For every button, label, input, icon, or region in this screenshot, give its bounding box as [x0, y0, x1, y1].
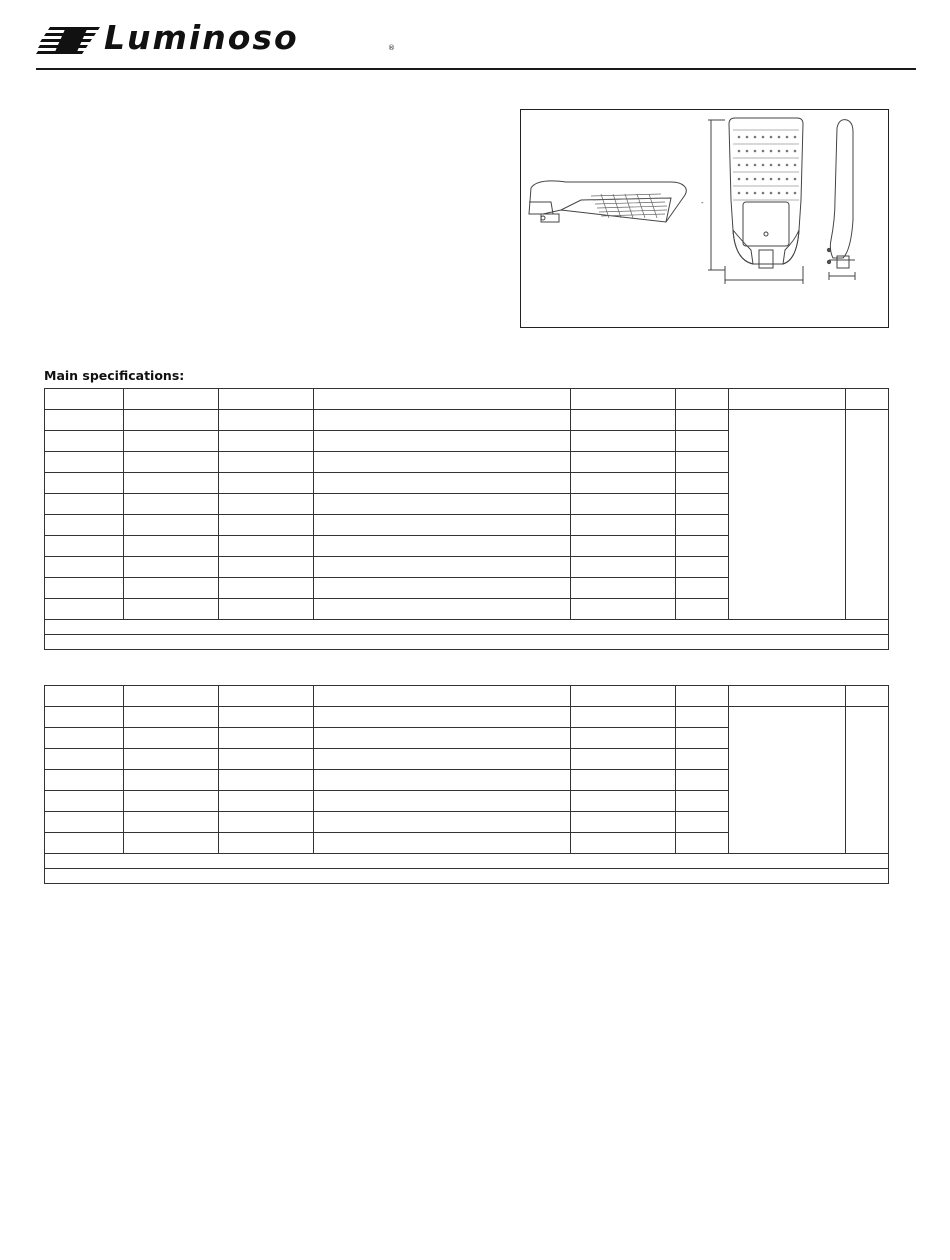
table-cell [314, 494, 571, 515]
table-cell [124, 833, 219, 854]
header-cell [219, 686, 314, 707]
table-cell [45, 410, 124, 431]
table-cell [45, 707, 124, 728]
table-cell [571, 578, 676, 599]
table-cell [124, 494, 219, 515]
table-cell [314, 770, 571, 791]
table-cell [45, 812, 124, 833]
table-cell [124, 578, 219, 599]
table-cell [571, 728, 676, 749]
header-cell [571, 389, 676, 410]
spec-table-1 [44, 388, 889, 650]
header-cell [124, 389, 219, 410]
table-cell [571, 431, 676, 452]
table-cell [219, 557, 314, 578]
header-cell [124, 686, 219, 707]
table-cell [219, 770, 314, 791]
table-cell [314, 812, 571, 833]
table-cell [571, 473, 676, 494]
table-cell [571, 812, 676, 833]
table-cell [219, 452, 314, 473]
table-note-row [45, 635, 889, 650]
header-cell [571, 686, 676, 707]
table-cell [676, 833, 729, 854]
table-cell [219, 515, 314, 536]
table-cell [314, 431, 571, 452]
table-note-row [45, 854, 889, 869]
height-dimension-label: - [701, 198, 704, 207]
table-cell [571, 770, 676, 791]
product-drawing [520, 109, 889, 328]
table-cell [124, 791, 219, 812]
table-cell [124, 749, 219, 770]
table-cell [676, 749, 729, 770]
header-cell [676, 389, 729, 410]
table-cell [124, 707, 219, 728]
table-cell [314, 728, 571, 749]
table-cell [219, 728, 314, 749]
header-cell [219, 389, 314, 410]
table-cell [124, 557, 219, 578]
table-header-row [45, 389, 889, 410]
table-cell [219, 812, 314, 833]
table-cell [676, 557, 729, 578]
table-cell [314, 833, 571, 854]
table-cell [124, 536, 219, 557]
table-cell [571, 515, 676, 536]
table-cell [314, 473, 571, 494]
table-note-row [45, 869, 889, 884]
table-cell [676, 599, 729, 620]
table-cell [676, 410, 729, 431]
table-cell [314, 749, 571, 770]
table-cell [314, 515, 571, 536]
table-cell [219, 707, 314, 728]
table-cell [676, 578, 729, 599]
table-cell [45, 494, 124, 515]
merged-cell [846, 707, 889, 854]
header-cell [676, 686, 729, 707]
table-cell [571, 410, 676, 431]
front-view [708, 118, 803, 284]
table-cell [219, 536, 314, 557]
table-cell [45, 536, 124, 557]
table-cell [314, 578, 571, 599]
table-cell [571, 452, 676, 473]
spec-table-2 [44, 685, 889, 884]
header-cell [729, 389, 846, 410]
table-cell [124, 410, 219, 431]
table-row [45, 410, 889, 431]
table-cell [571, 494, 676, 515]
header-cell [729, 686, 846, 707]
note-cell [45, 635, 889, 650]
table-cell [45, 473, 124, 494]
note-cell [45, 620, 889, 635]
table-cell [571, 749, 676, 770]
table-cell [219, 494, 314, 515]
table-cell [45, 770, 124, 791]
table-cell [45, 791, 124, 812]
table-cell [676, 431, 729, 452]
header-cell [314, 686, 571, 707]
brand-name: Luminoso [104, 18, 299, 57]
table-cell [314, 599, 571, 620]
table-cell [676, 536, 729, 557]
table-cell [314, 536, 571, 557]
table-cell [676, 728, 729, 749]
table-cell [45, 515, 124, 536]
table-header-row [45, 686, 889, 707]
table-cell [219, 578, 314, 599]
header-cell [45, 389, 124, 410]
table-cell [314, 410, 571, 431]
table-cell [571, 599, 676, 620]
table-cell [219, 833, 314, 854]
table-cell [571, 536, 676, 557]
table-cell [676, 494, 729, 515]
table-cell [571, 791, 676, 812]
table-cell [571, 707, 676, 728]
table-cell [676, 707, 729, 728]
table-cell [676, 791, 729, 812]
table-cell [676, 515, 729, 536]
table-cell [45, 833, 124, 854]
merged-cell [729, 410, 846, 620]
header-cell [45, 686, 124, 707]
table-cell [676, 473, 729, 494]
header-divider [36, 68, 916, 70]
table-cell [219, 791, 314, 812]
header-cell [846, 389, 889, 410]
table-cell [124, 770, 219, 791]
table-cell [314, 557, 571, 578]
table-cell [45, 728, 124, 749]
merged-cell [846, 410, 889, 620]
table-cell [219, 410, 314, 431]
table-cell [124, 515, 219, 536]
table-row [45, 707, 889, 728]
table-cell [45, 557, 124, 578]
merged-cell [729, 707, 846, 854]
table-cell [314, 791, 571, 812]
table-cell [45, 431, 124, 452]
table-cell [45, 749, 124, 770]
table-cell [676, 812, 729, 833]
header-cell [846, 686, 889, 707]
header-cell [314, 389, 571, 410]
table-cell [124, 452, 219, 473]
table-cell [124, 473, 219, 494]
note-cell [45, 869, 889, 884]
specs-title: Main specifications: [44, 368, 185, 383]
perspective-view [529, 181, 686, 222]
note-cell [45, 854, 889, 869]
brand-logo [36, 18, 395, 58]
table-cell [124, 599, 219, 620]
table-cell [219, 749, 314, 770]
logo-stripes-icon [36, 27, 100, 55]
registered-mark: ® [388, 44, 395, 52]
luminaire-outline-drawing [521, 110, 888, 327]
table-note-row [45, 620, 889, 635]
table-cell [676, 452, 729, 473]
side-profile-view [827, 120, 855, 280]
table-cell [314, 452, 571, 473]
table-cell [219, 599, 314, 620]
table-cell [45, 578, 124, 599]
table-cell [676, 770, 729, 791]
table-cell [124, 728, 219, 749]
table-cell [124, 812, 219, 833]
table-cell [45, 599, 124, 620]
table-cell [571, 557, 676, 578]
table-cell [219, 473, 314, 494]
table-cell [45, 452, 124, 473]
table-cell [314, 707, 571, 728]
table-cell [219, 431, 314, 452]
table-cell [571, 833, 676, 854]
table-cell [124, 431, 219, 452]
